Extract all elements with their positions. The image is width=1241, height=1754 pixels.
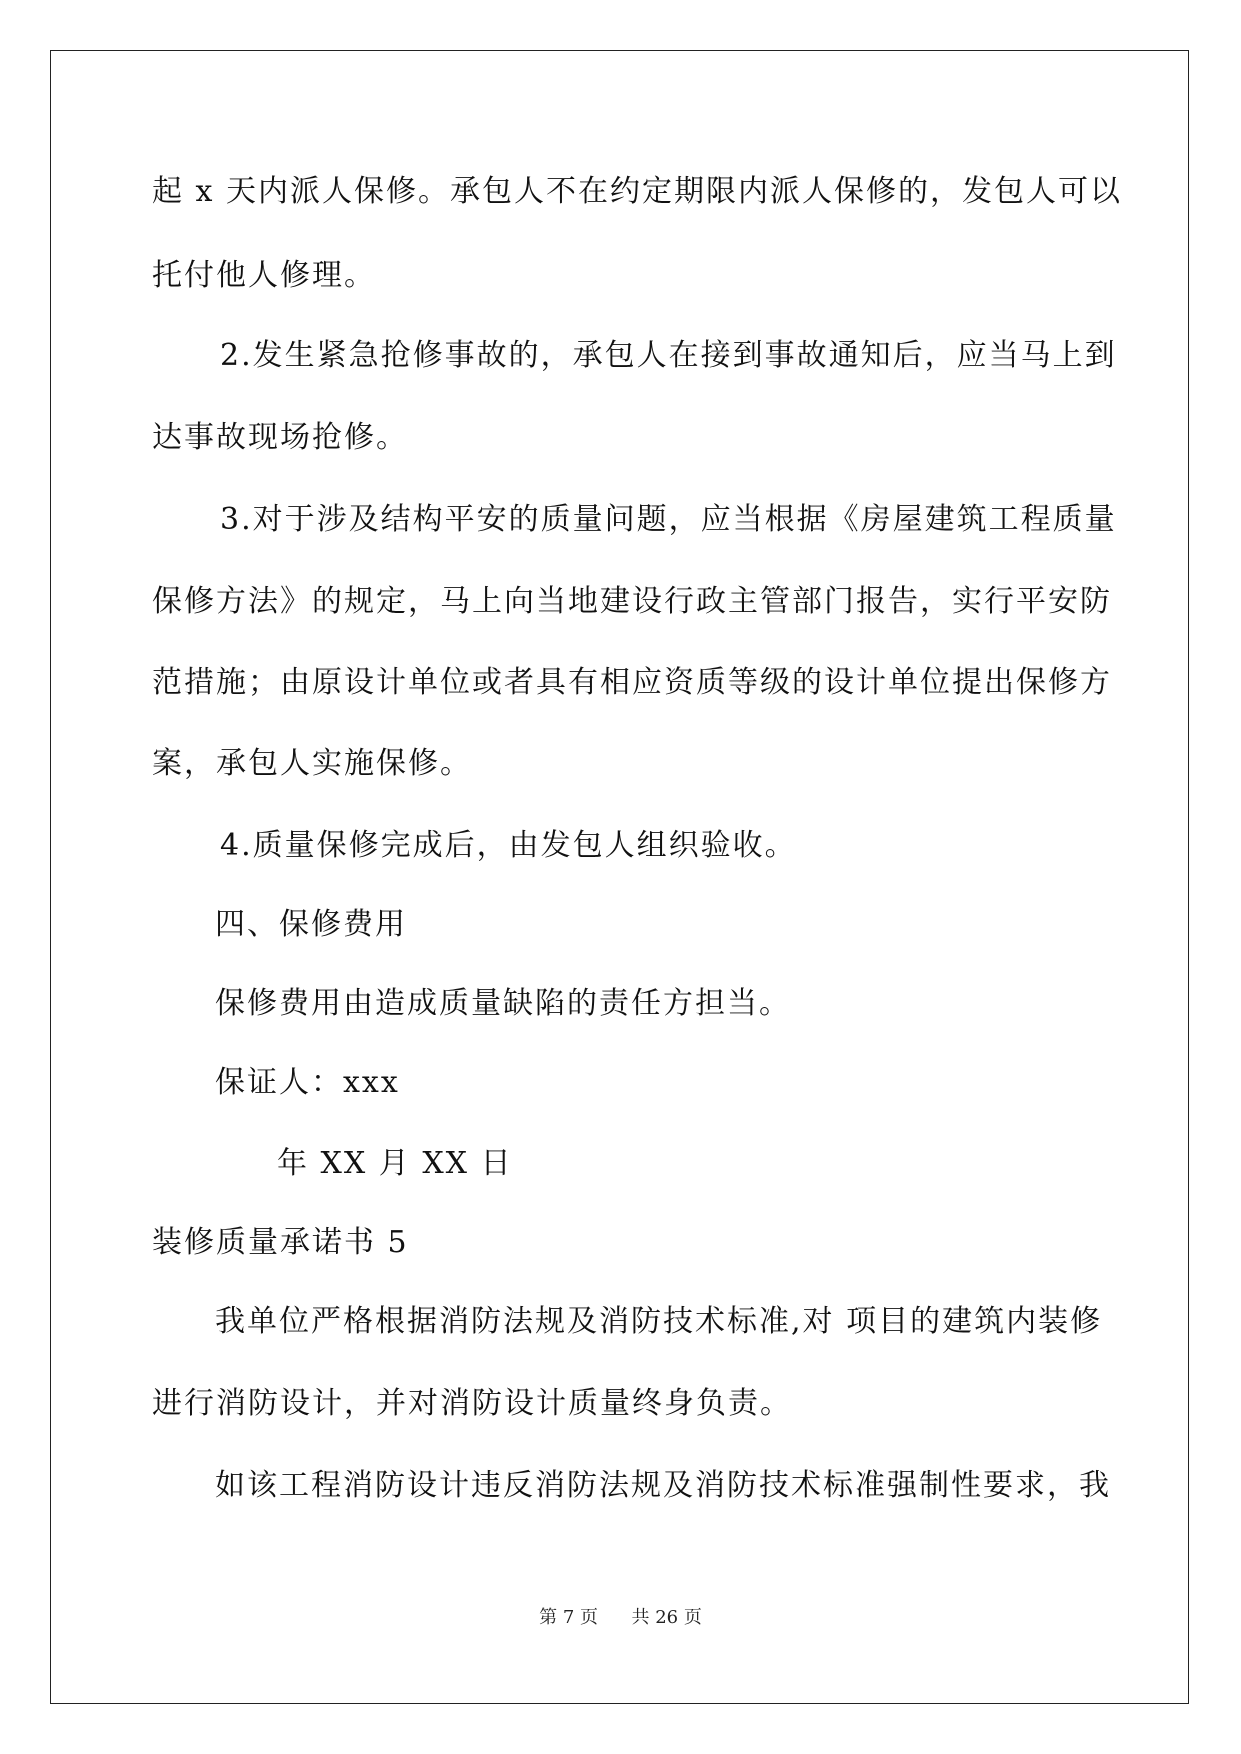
page-total: 共 26 页 [631,1607,702,1628]
page-border [50,50,1189,1704]
page-number: 第 7 页 [539,1607,599,1628]
item-4-line: 4.质量保修完成后，由发包人组织验收。 [220,828,797,863]
commitment-line-1: 我单位严格根据消防法规及消防技术标准,对 项目的建筑内装修 [215,1304,1103,1339]
section-heading: 四、保修费用 [215,907,407,942]
item-2-line-2: 达事故现场抢修。 [152,420,408,455]
body-line-1: 起 x 天内派人保修。承包人不在约定期限内派人保修的，发包人可以 [152,174,1122,209]
guarantor-line: 保证人：xxx [215,1065,400,1100]
item-2-line-1: 2.发生紧急抢修事故的，承包人在接到事故通知后，应当马上到 [220,338,1117,373]
document-title: 装修质量承诺书 5 [152,1225,409,1260]
item-3-line-1: 3.对于涉及结构平安的质量问题，应当根据《房屋建筑工程质量 [220,502,1117,537]
commitment-line-3: 如该工程消防设计违反消防法规及消防技术标准强制性要求，我 [215,1468,1111,1503]
cost-paragraph: 保修费用由造成质量缺陷的责任方担当。 [215,986,791,1021]
body-line-2: 托付他人修理。 [152,258,376,293]
item-3-line-3: 范措施；由原设计单位或者具有相应资质等级的设计单位提出保修方 [152,665,1112,700]
item-3-line-2: 保修方法》的规定，马上向当地建设行政主管部门报告，实行平安防 [152,584,1112,619]
page-footer [0,1606,1241,1630]
date-line: 年 XX 月 XX 日 [277,1146,513,1181]
commitment-line-2: 进行消防设计，并对消防设计质量终身负责。 [152,1386,792,1421]
item-3-line-4: 案，承包人实施保修。 [152,746,472,781]
